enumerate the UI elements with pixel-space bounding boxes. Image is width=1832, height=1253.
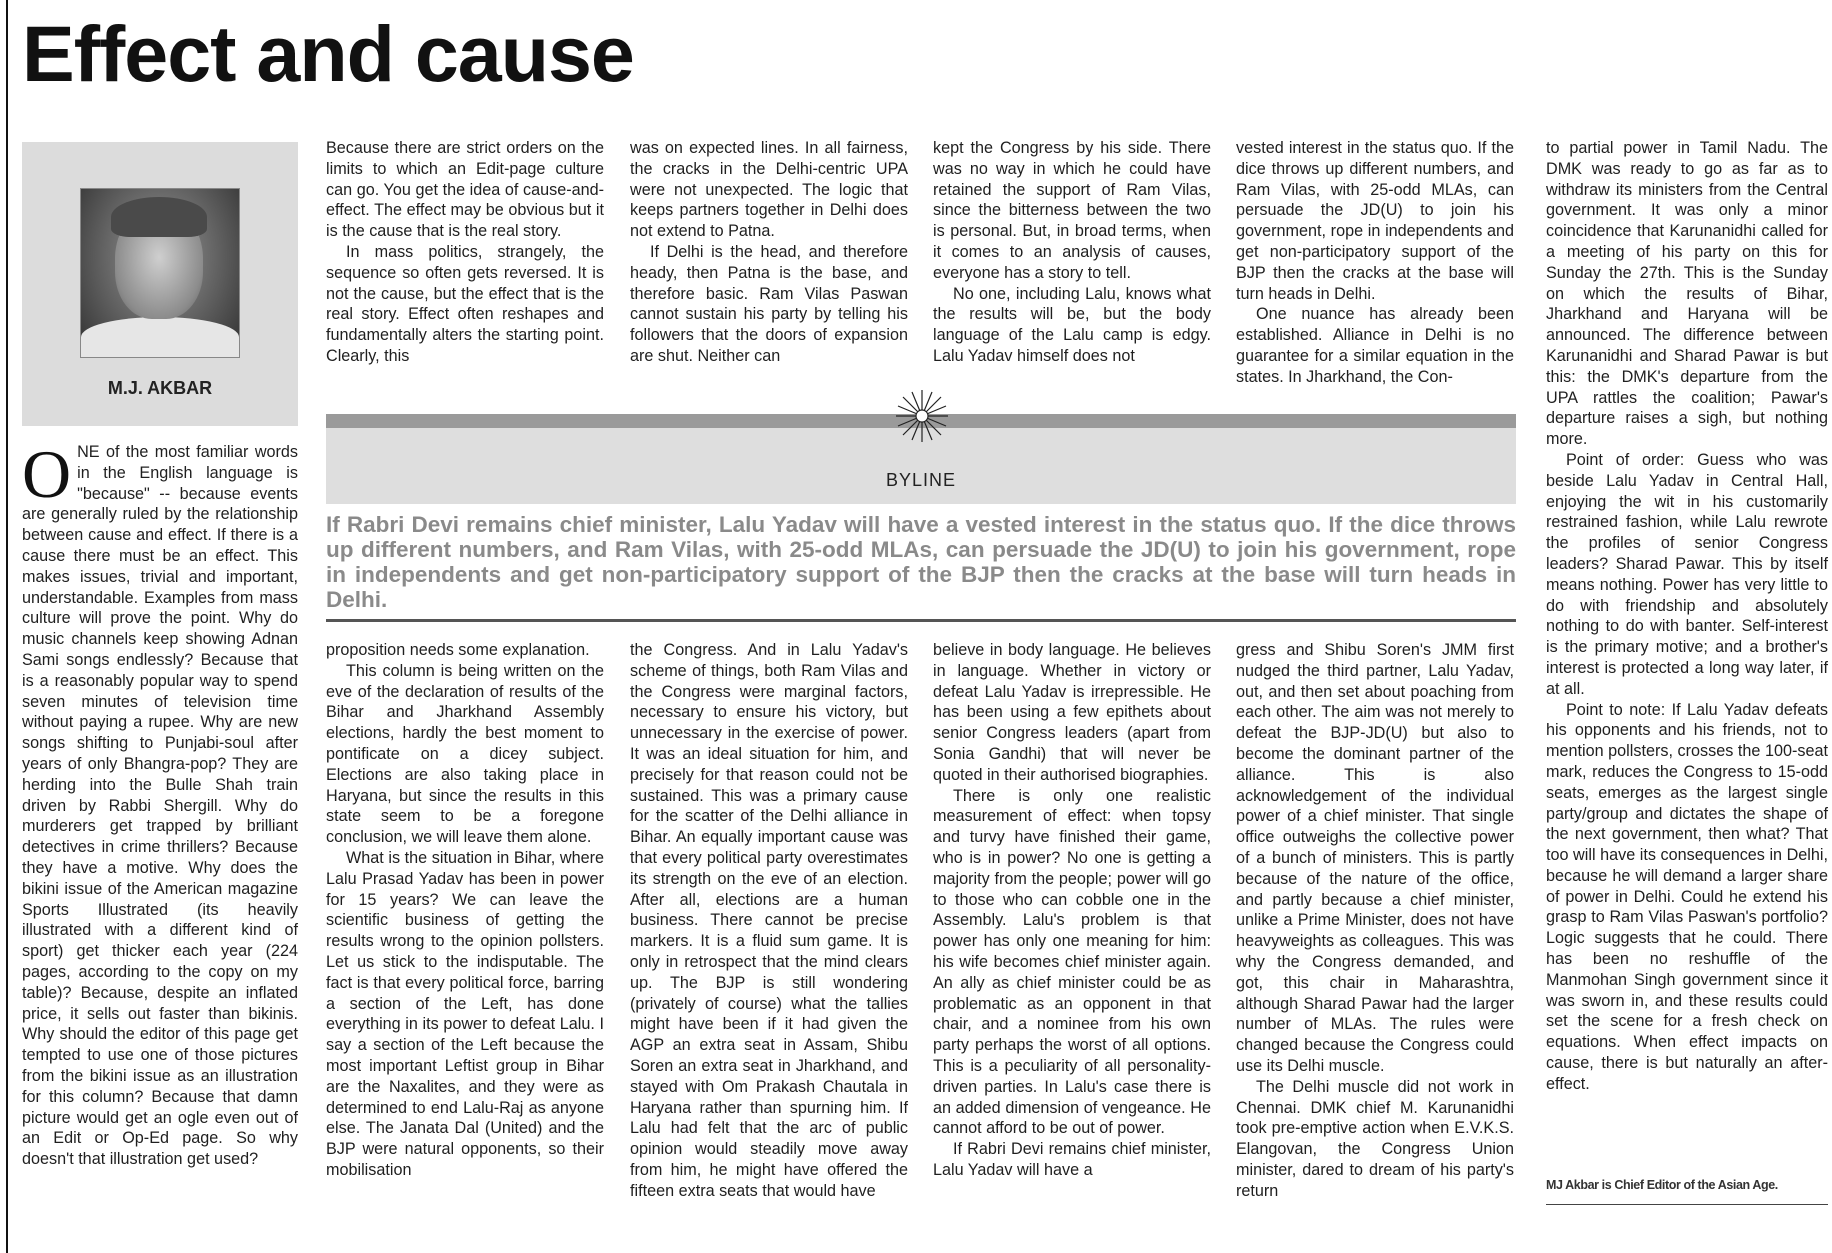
footnote-rule [1546,1204,1828,1205]
column-4-top [933,138,1211,367]
paragraph: There is only one realistic measurement of effect: when topsy and turvy have finished their game, who is in power? No one is getting a majority from the people; power will go to those who can cobble one in the Assembly. Lalu's problem is that power has only one meaning for him: his wife becomes chief minister again. An ally as chief minister could be as problematic as an opponent in that chair, and a nominee from his own party perhaps the worst of all options. This is a peculiarity of all personality-driven parties. In Lalu's case there is an added dimension of vengeance. He cannot afford to be out of power. [933,786,1211,1138]
left-border-rule [6,0,8,1253]
paragraph: the Congress. And in Lalu Yadav's scheme of things, both Ram Vilas and the Congress were marginal factors, necessary to ensure his victory, but unnecessary in the exercise of power. It was an ideal situation for him, and precisely for that reason could not be sustained. This was a primary cause for the scatter of the Delhi alliance in Bihar. An equally important cause was that every political party overestimates its strength on the eve of an election. After all, elections are a human business. There cannot be precise markers. It is a fluid sum game. It is only in retrospect that the mind clears up. The BJP is still wondering (privately of course) what the tallies might have been if it had given the AGP an extra seat in Assam, Shibu Soren an extra seat in Jharkhand, and stayed with Om Prakash Chautala in Haryana rather than spurning him. If Lalu had felt that the arc of public opinion would steadily move away from him, he might have offered the fifteen extra seats that would have [630,641,908,1200]
paragraph: kept the Congress by his side. There was no way in which he could have retained the support of Ram Vilas, since the bitterness between the two is personal. But, in broad terms, when it comes to an analysis of causes, everyone has a story to tell. [933,139,1211,282]
column-6 [1546,138,1828,1095]
byline-label: BYLINE [885,470,957,490]
column-4-bottom [933,640,1211,1181]
paragraph: What is the situation in Bihar, where Lalu Prasad Yadav has been in power for 15 years? We can leave the scientific business of getting the results wrong to the opinion pollsters. Let us stick to the indisputable. The fact is that every political force, barring a section of the Left, has done everything in its power to defeat Lalu. I say a section of the Left because the most important Leftist group in Bihar are the Naxalites, and they were as determined to end Lalu-Raj as anyone else. The Janata Dal (United) and the BJP were natural opponents, so their mobilisation [326,848,604,1179]
paragraph: proposition needs some explanation. [326,641,590,659]
column-2-bottom [326,640,604,1181]
starburst-icon [894,388,950,444]
column-5-top [1236,138,1514,388]
column-3-bottom [630,640,908,1202]
paragraph: gress and Shibu Soren's JMM first nudged the third partner, Lalu Yadav, out, and then set about poaching from each other. The aim was not merely to defeat the BJP-JD(U) but also to become the dominant partner of the alliance. This is also acknowledgement of the individual power of a chief minister. That single office outweighs the collective power of a bunch of ministers. This is partly because of the nature of the office, and partly because a chief minister, unlike a Prime Minister, does not have heavyweights as colleagues. This was why the Congress demanded, and got, this chair in Maharashtra, although Sharad Pawar had the larger number of MLAs. The rules were changed because the Congress could use its Delhi muscle. [1236,641,1514,1075]
paragraph: If Rabri Devi remains chief minister, Lalu Yadav will have a [933,1140,1211,1179]
column-1 [22,436,298,1170]
paragraph: One nuance has already been established. Alliance in Delhi is no guarantee for a similar equation in the states. In Jharkhand, the Con- [1236,305,1514,386]
paragraph: Because there are strict orders on the limits to which an Edit-page culture can go. You get the idea of cause-and-effect. The effect may be obvious but it is the cause that is the real story. [326,139,604,241]
headline: Effect and cause [22,9,634,98]
author-box [22,142,298,426]
paragraph: No one, including Lalu, knows what the results will be, but the body language of the Lalu camp is edgy. Lalu Yadav himself does not [933,284,1211,365]
paragraph: Point to note: If Lalu Yadav defeats his opponents and his friends, not to mention pollsters, crosses the 100-seat mark, reduces the Congress to 15-odd seats, emerges as the largest single party/group and dictates the shape of the next government, then what? That too will have its consequences in Delhi, because he will demand a larger share of power in Delhi. Could he extend his grasp to Ram Vilas Paswan's portfolio? Logic suggests that he could. There has been no reshuffle of the Manmohan Singh government since it was sworn in, and these results could set the scene for a fresh check on equations. When effect impacts on cause, there is but naturally an after-effect. [1546,700,1828,1093]
paragraph: believe in body language. He believes in language. Whether in victory or defeat Lalu Yadav is irrepressible. He has been using a few epithets about senior Congress leaders (apart from Sonia Gandhi) that will never be quoted in their authorised biographies. [933,641,1211,784]
paragraph: This column is being written on the eve of the declaration of results of the Bihar and Jharkhand Assembly elections, hardly the best moment to pontificate on a dicey subject. Elections are also taking place in Haryana, but since the results in this state seem to be a foregone conclusion, we will leave them alone. [326,661,604,847]
author-name: M.J. AKBAR [107,378,213,398]
paragraph: was on expected lines. In all fairness, the cracks in the Delhi-centric UPA were not unexpected. The logic that keeps partners together in Delhi does not extend to Patna. [630,139,908,241]
pull-quote: If Rabri Devi remains chief minister, Lalu Yadav will have a vested interest in the status quo. If the dice throws up different numbers, and Ram Vilas, with 25-odd MLAs, can persuade the JD(U) to join his government, rope in independents and get non-participatory support of the BJP then the cracks at the base will turn heads in Delhi. [326,512,1516,612]
column-3-top [630,138,908,367]
column-5-bottom [1236,640,1514,1202]
paragraph: If Delhi is the head, and therefore heady, then Patna is the base, and therefore basic. Ram Vilas Paswan cannot sustain his party by telling his followers that the doors of expansion are shut. Neither can [630,242,908,365]
paragraph: to partial power in Tamil Nadu. The DMK was ready to go as far as to withdraw its ministers from the Central government. It was only a minor coincidence that Karunanidhi called for a meeting of his party on this for Sunday the 27th. This is the Sunday on which the results of Bihar, Jharkhand and Haryana will be announced. The difference between Karunanidhi and Sharad Pawar is but this: the DMK's departure from the UPA rattles the coalition; Pawar's departure raises a sigh, but nothing more. [1546,139,1828,449]
column-1-text: NE of the most familiar words in the English language is "because" -- because events are generally ruled by the relationship between cause and effect. If there is a cause there must be an effect. This makes issues, trivial and important, understandable. Examples from mass culture will prove the point. Why do music channels keep showing Adnan Sami songs endlessly? Because that is a reasonably popular way to spend seven minutes of television time without paying a rupee. Why are new songs shifting to Punjabi-soul after years of only Bhangra-pop? They are herding into the Bulle Shah train driven by Rabbi Shergill. Why do murderers get trapped by brilliant detectives in crime thrillers? Because they have a motive. Why does the bikini issue of the American magazine Sports Illustrated (its heavily illustrated with a different kind of sport) get thicker each year (224 pages, according to the copy on my table)? Because, despite an inflated price, it sells out faster than bikinis. Why should the editor of this page get tempted to use one of those pictures from the bikini issue as an illustration for this column? Because that damn picture would get an ogle even out of an Edit or Op-Ed page. So why doesn't that illustration get used? [22,443,298,1169]
drop-cap: O [22,436,72,512]
paragraph: Point of order: Guess who was beside Lalu Yadav in Central Hall, enjoying the wit in his customarily restrained fashion, while Lalu rewrote the profiles of senior Congress leaders? Sharad Pawar. This by itself means nothing. Power has very little to do with friendship and absolutely nothing to do with banter. Self-interest is the primary motive; and a brother's interest is protected a long way later, if at all. [1546,450,1828,698]
paragraph: The Delhi muscle did not work in Chennai. DMK chief M. Karunanidhi took pre-emptive action when E.V.K.S. Elangovan, the Congress Union minister, dared to dream of his party's return [1236,1077,1514,1200]
pull-quote-rule [326,619,1516,622]
author-footnote: MJ Akbar is Chief Editor of the Asian Age. [1546,1178,1778,1192]
author-photo [80,188,240,358]
column-2-top [326,138,604,367]
paragraph: vested interest in the status quo. If the dice throws up different numbers, and Ram Vilas, with 25-odd MLAs, can persuade the JD(U) to join his government, rope in independents and get non-participatory support of the BJP then the cracks at the base will turn heads in Delhi. [1236,139,1514,303]
byline-band [326,414,1516,504]
paragraph: In mass politics, strangely, the sequence so often gets reversed. It is not the cause, but the effect that is the real story. Effect often reshapes and fundamentally alters the starting point. Clearly, this [326,242,604,365]
